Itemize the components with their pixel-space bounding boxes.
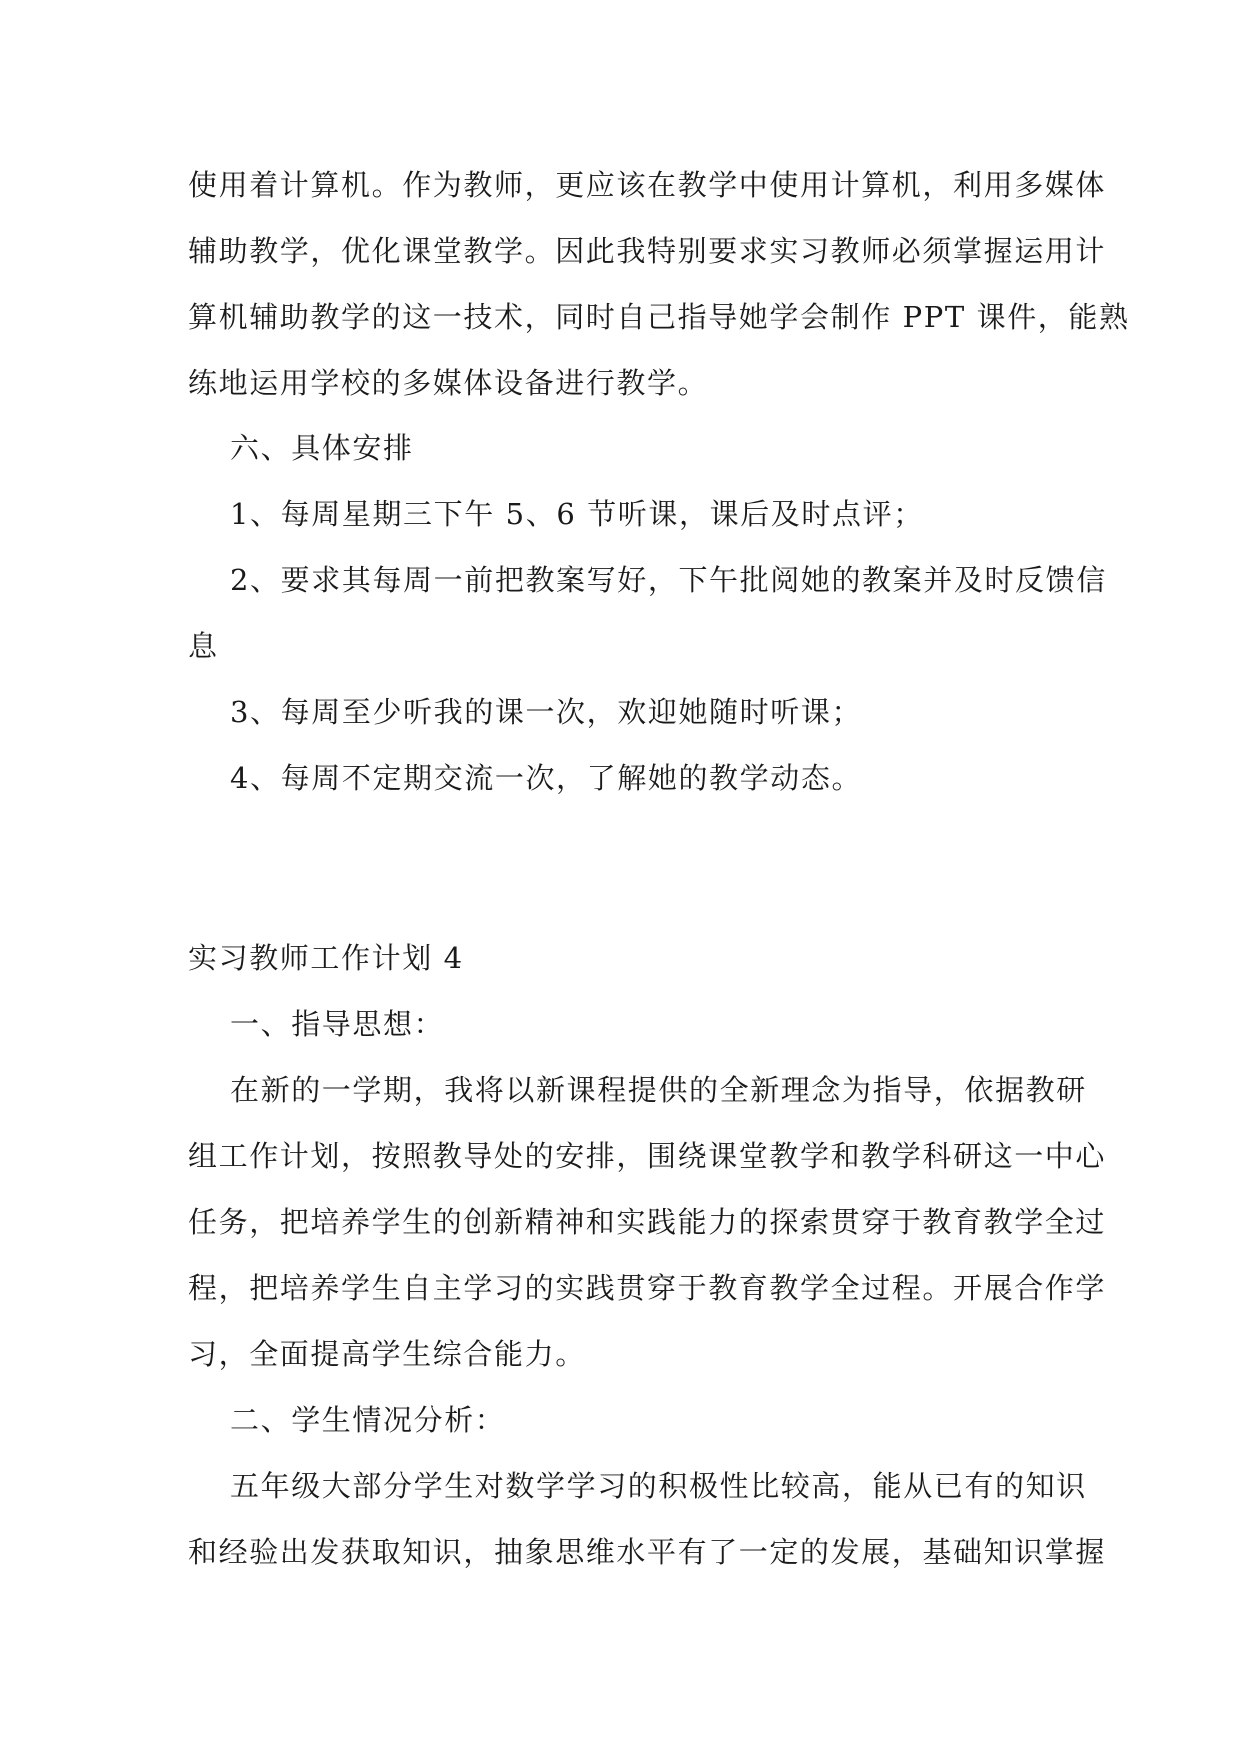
section-heading: 二、学生情况分析： <box>230 1403 506 1437</box>
list-item-continuation: 息 <box>188 629 219 663</box>
body-text-line: 五年级大部分学生对数学学习的积极性比较高，能从已有的知识 <box>230 1469 1087 1503</box>
body-text-line: 组工作计划，按照教导处的安排，围绕课堂教学和教学科研这一中心 <box>188 1139 1107 1173</box>
list-item: 4、每周不定期交流一次，了解她的教学动态。 <box>230 761 863 795</box>
body-text-line: 练地运用学校的多媒体设备进行教学。 <box>188 366 709 400</box>
body-text-line: 程，把培养学生自主学习的实践贯穿于教育教学全过程。开展合作学 <box>188 1271 1107 1305</box>
document-title: 实习教师工作计划 4 <box>188 941 464 975</box>
section-heading: 六、具体安排 <box>230 431 414 465</box>
body-text-line: 任务，把培养学生的创新精神和实践能力的探索贯穿于教育教学全过 <box>188 1205 1107 1239</box>
body-text-line: 算机辅助教学的这一技术，同时自己指导她学会制作 PPT 课件，能熟 <box>188 300 1130 334</box>
body-text-line: 和经验出发获取知识，抽象思维水平有了一定的发展，基础知识掌握 <box>188 1535 1107 1569</box>
body-text-line: 使用着计算机。作为教师，更应该在教学中使用计算机，利用多媒体 <box>188 168 1107 202</box>
list-item: 2、要求其每周一前把教案写好，下午批阅她的教案并及时反馈信 <box>230 563 1107 597</box>
list-item: 1、每周星期三下午 5、6 节听课，课后及时点评； <box>230 497 924 531</box>
list-item: 3、每周至少听我的课一次，欢迎她随时听课； <box>230 695 863 729</box>
body-text-line: 习，全面提高学生综合能力。 <box>188 1337 586 1371</box>
section-heading: 一、指导思想： <box>230 1007 445 1041</box>
body-text-line: 辅助教学，优化课堂教学。因此我特别要求实习教师必须掌握运用计 <box>188 234 1107 268</box>
body-text-line: 在新的一学期，我将以新课程提供的全新理念为指导，依据教研 <box>230 1073 1087 1107</box>
